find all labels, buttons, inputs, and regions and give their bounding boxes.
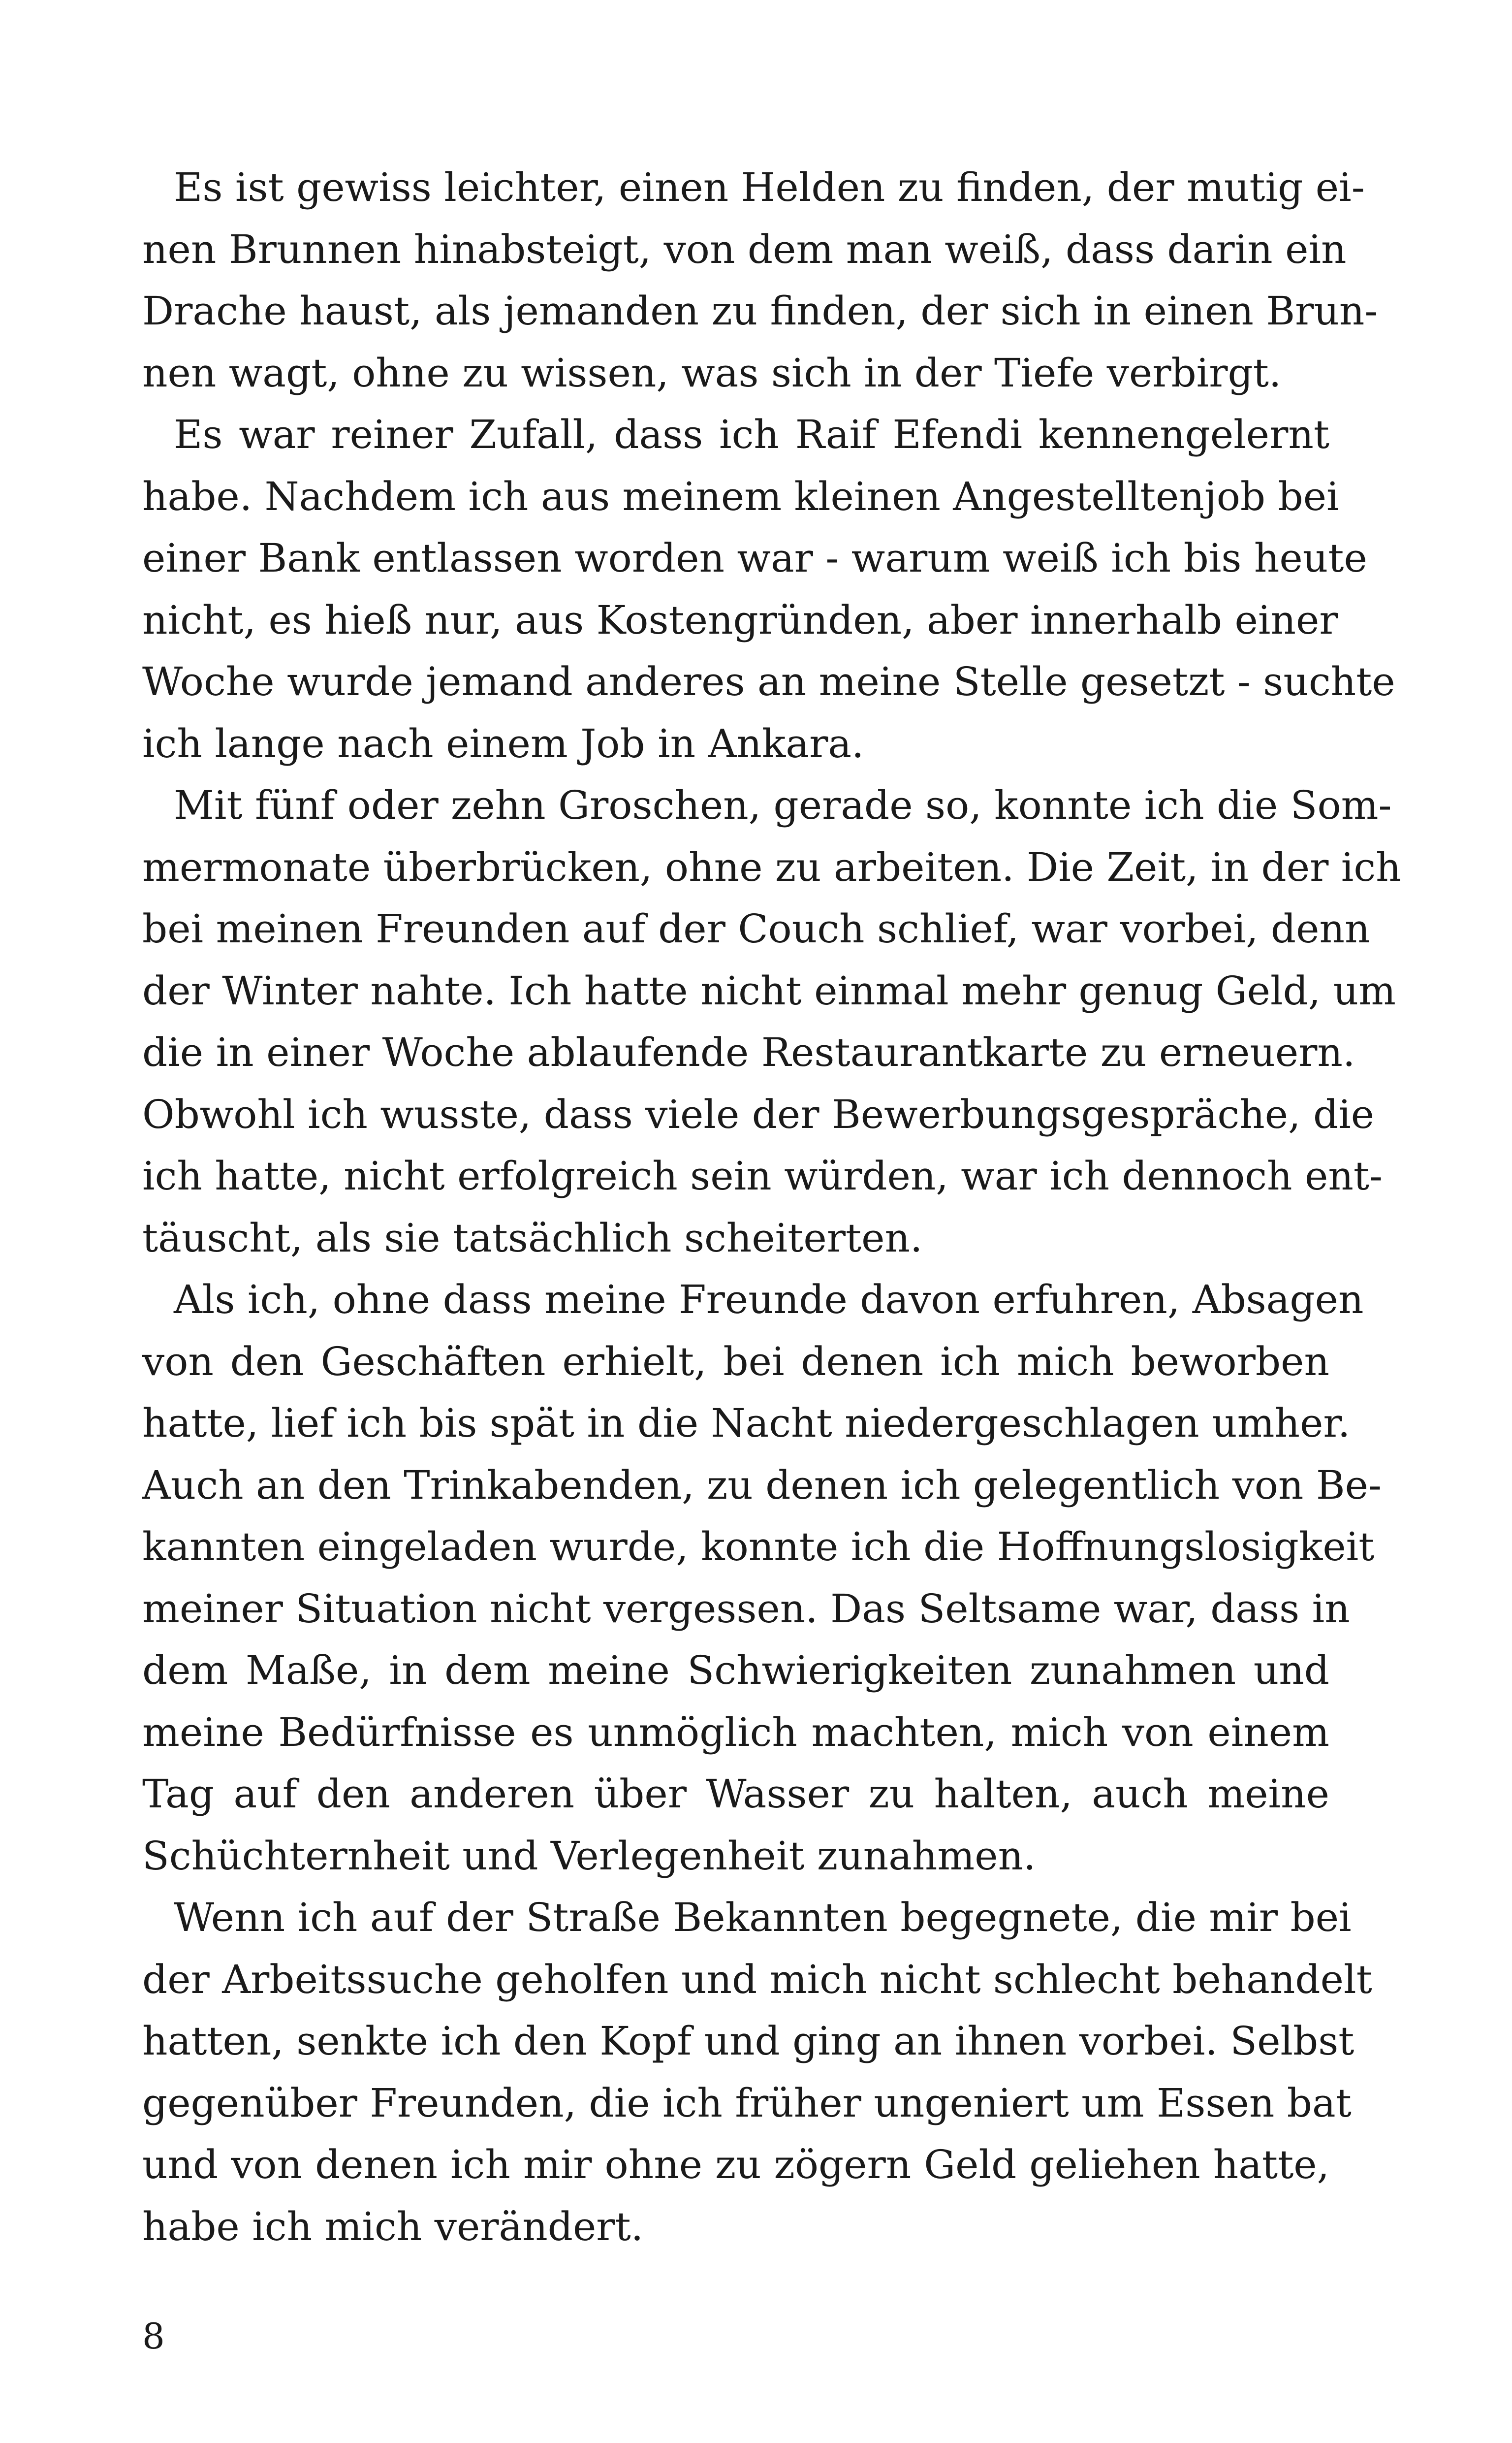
text-line: Es ist gewiss leichter, einen Helden zu finden, der mutig ei-	[174, 164, 1365, 210]
text-line: ich lange nach einem Job in Ankara.	[142, 720, 864, 767]
text-line: gegenüber Freunden, die ich früher ungeniert um Essen bat	[142, 2080, 1352, 2126]
text-line: Tag auf den anderen über Wasser zu halten, auch meine	[142, 1771, 1329, 1817]
paragraph-3	[142, 774, 1401, 1269]
text-line: täuscht, als sie tatsächlich scheiterten.	[142, 1215, 923, 1261]
text-line: Woche wurde jemand anderes an meine Stelle gesetzt - suchte	[142, 659, 1395, 705]
text-line: kannten eingeladen wurde, konnte ich die Hoffnungslosigkeit	[142, 1524, 1375, 1570]
text-line: ich hatte, nicht erfolgreich sein würden, war ich dennoch ent-	[142, 1153, 1383, 1199]
text-line: Obwohl ich wusste, dass viele der Bewerbungsgespräche, die	[142, 1091, 1375, 1137]
text-line: dem Maße, in dem meine Schwierigkeiten zunahmen und	[142, 1647, 1329, 1693]
text-line: meine Bedürfnisse es unmöglich machten, mich von einem	[142, 1709, 1329, 1755]
page-number: 8	[142, 2315, 165, 2357]
paragraph-4	[142, 1269, 1382, 1887]
text-line: mermonate überbrücken, ohne zu arbeiten. Die Zeit, in der ich	[142, 844, 1401, 890]
text-line: von den Geschäften erhielt, bei denen ich mich beworben	[142, 1338, 1329, 1384]
text-line: bei meinen Freunden auf der Couch schlief, war vorbei, denn	[142, 906, 1370, 952]
paragraph-1	[142, 157, 1378, 404]
text-line: Wenn ich auf der Straße Bekannten begegnete, die mir bei	[174, 1895, 1352, 1940]
text-line: habe. Nachdem ich aus meinem kleinen Angestelltenjob bei	[142, 473, 1339, 519]
text-line: der Arbeitssuche geholfen und mich nicht schlecht behandelt	[142, 1956, 1372, 2002]
text-line: einer Bank entlassen worden war - warum weiß ich bis heute	[142, 535, 1367, 581]
text-line: Mit fünf oder zehn Groschen, gerade so, konnte ich die Som-	[174, 782, 1392, 828]
paragraph-5	[142, 1887, 1372, 2257]
text-line: Schüchternheit und Verlegenheit zunahmen.	[142, 1832, 1036, 1879]
text-line: Auch an den Trinkabenden, zu denen ich gelegentlich von Be-	[142, 1462, 1382, 1508]
text-line: die in einer Woche ablaufende Restaurantkarte zu erneuern.	[142, 1029, 1355, 1075]
text-line: Als ich, ohne dass meine Freunde davon erfuhren, Absagen	[174, 1277, 1364, 1322]
text-line: hatten, senkte ich den Kopf und ging an ihnen vorbei. Selbst	[142, 2018, 1354, 2064]
text-line: der Winter nahte. Ich hatte nicht einmal mehr genug Geld, um	[142, 967, 1396, 1014]
text-line: meiner Situation nicht vergessen. Das Seltsame war, dass in	[142, 1585, 1350, 1632]
text-line: nicht, es hieß nur, aus Kostengründen, aber innerhalb einer	[142, 597, 1338, 643]
body-text	[142, 157, 1401, 2257]
text-line: nen wagt, ohne zu wissen, was sich in der Tiefe verbirgt.	[142, 350, 1282, 396]
text-line: nen Brunnen hinabsteigt, von dem man weiß, dass darin ein	[142, 226, 1347, 272]
text-line: und von denen ich mir ohne zu zögern Geld geliehen hatte,	[142, 2142, 1329, 2187]
text-line: Es war reiner Zufall, dass ich Raif Efendi kennengelernt	[174, 412, 1329, 457]
paragraph-2	[142, 404, 1395, 774]
text-line: habe ich mich verändert.	[142, 2203, 644, 2250]
text-line: hatte, lief ich bis spät in die Nacht niedergeschlagen umher.	[142, 1400, 1351, 1446]
text-line: Drache haust, als jemanden zu finden, der sich in einen Brun-	[142, 288, 1378, 334]
